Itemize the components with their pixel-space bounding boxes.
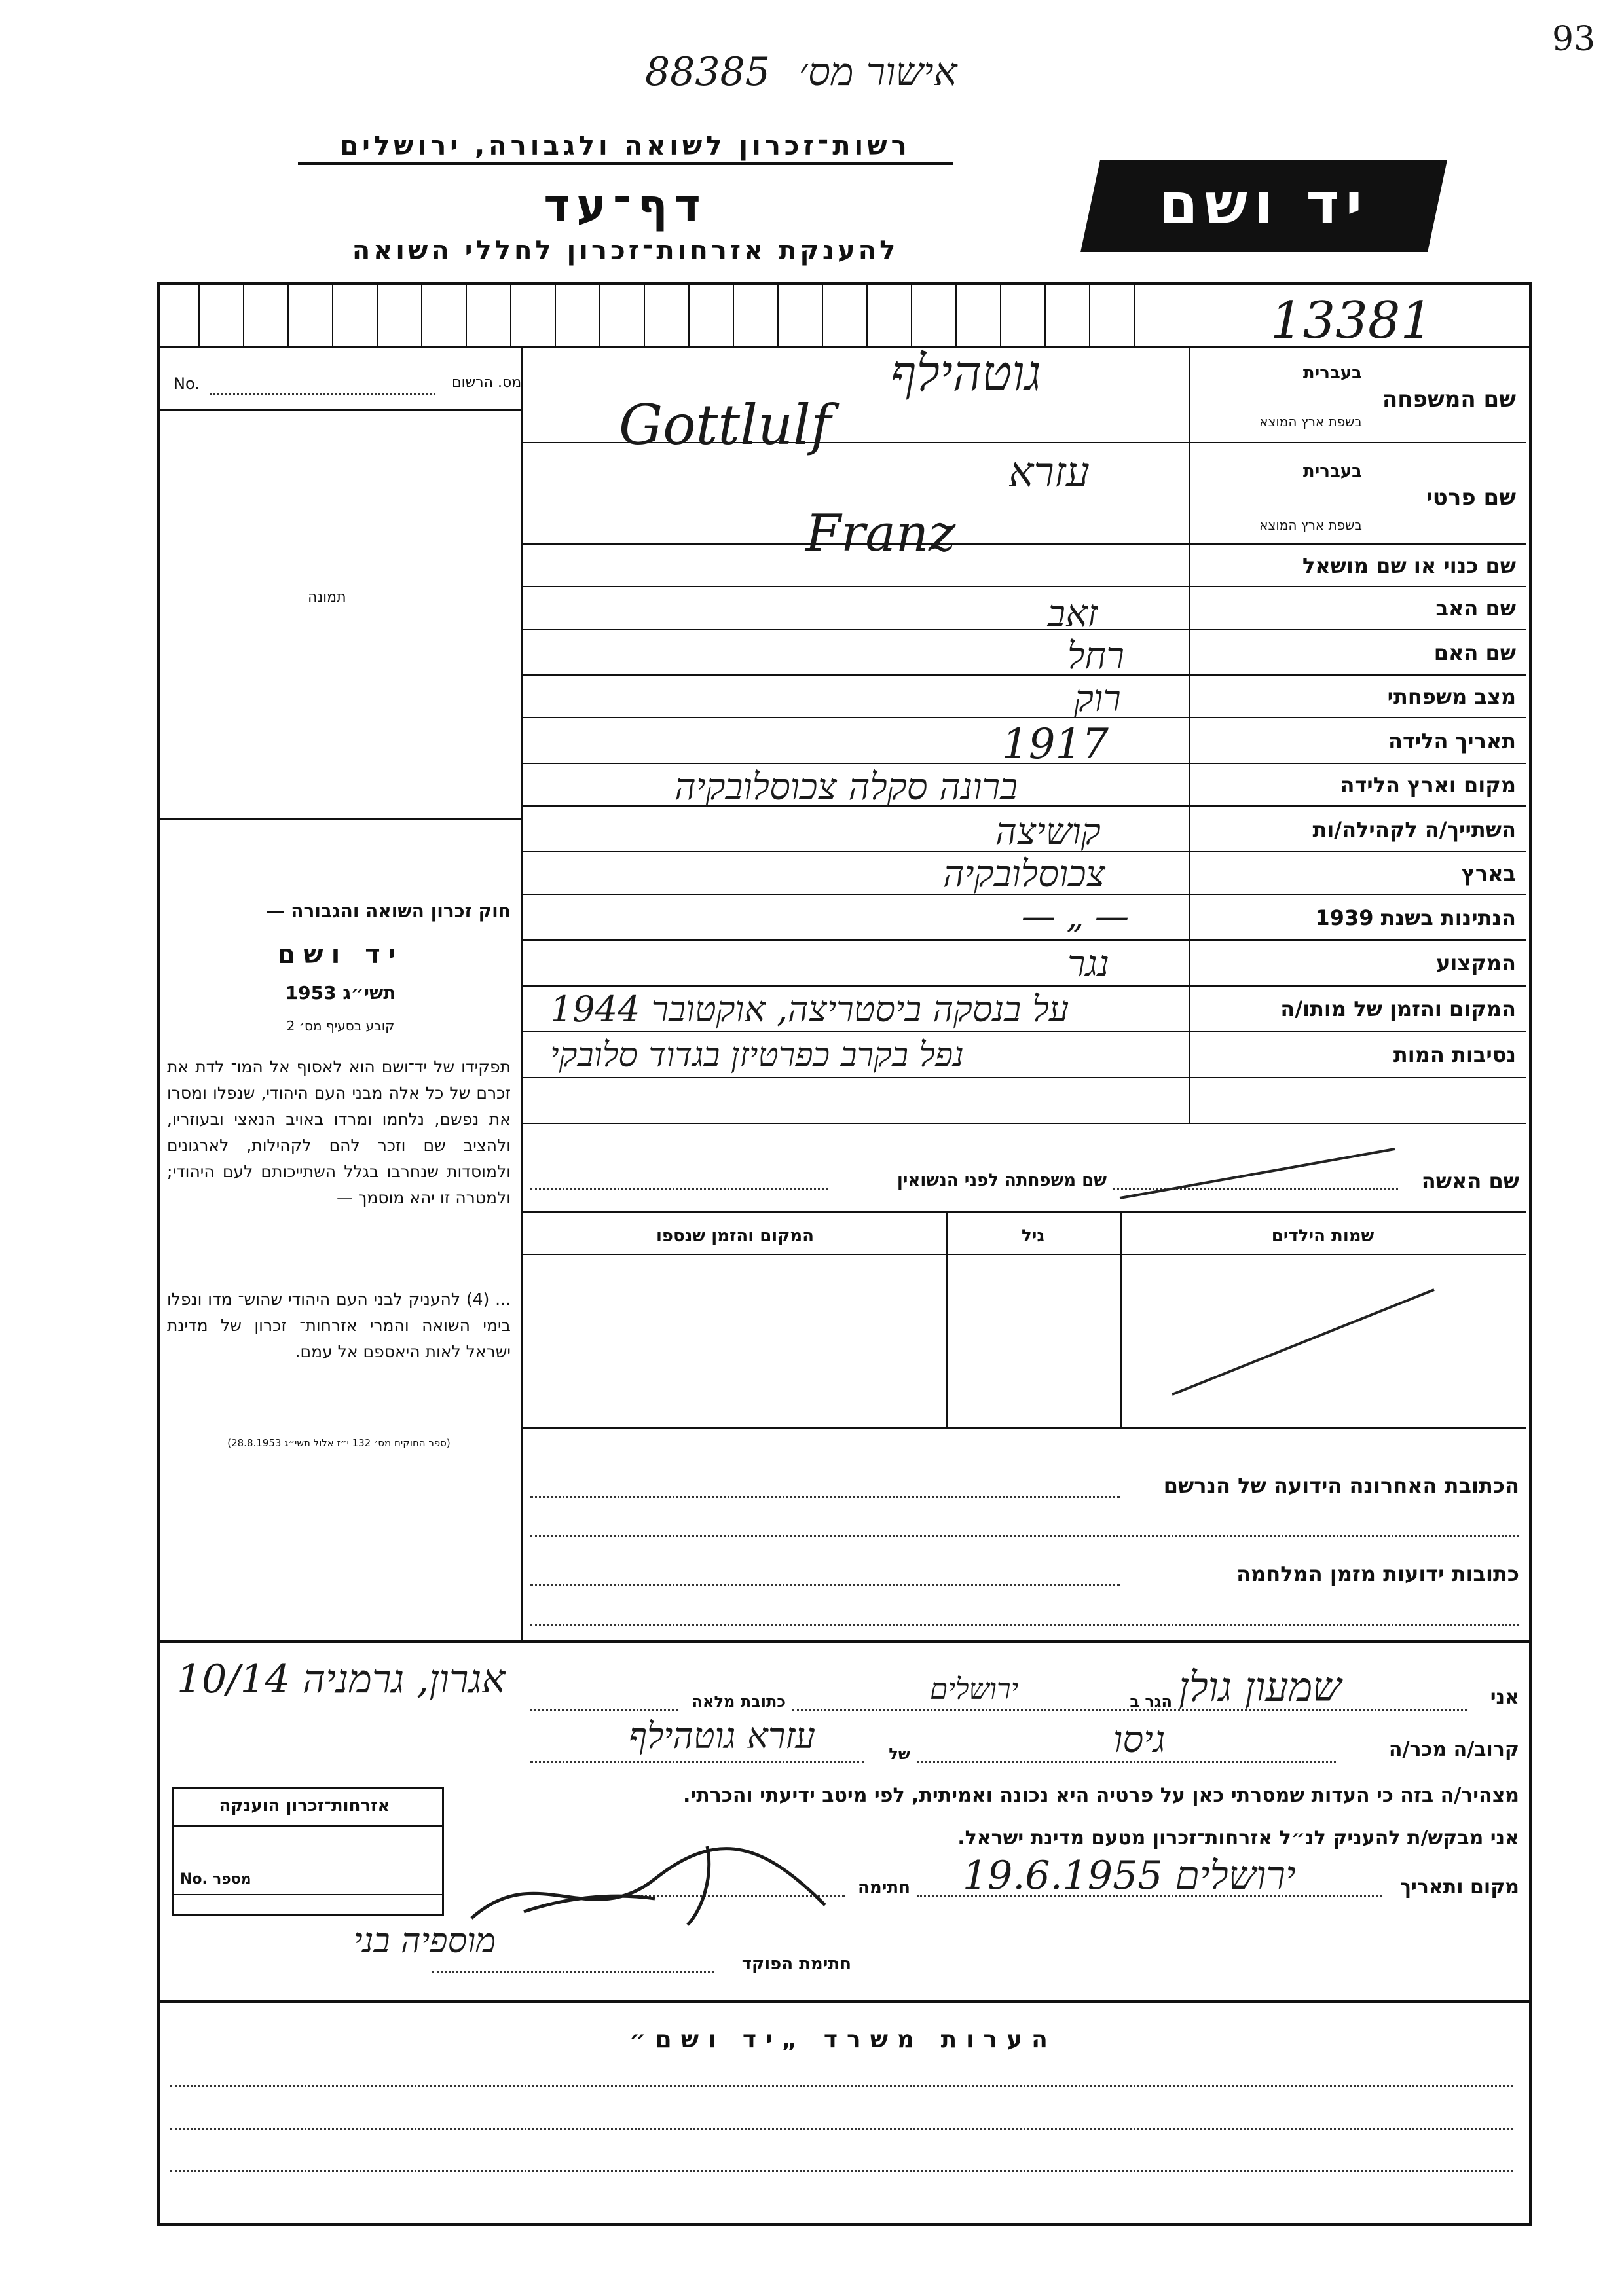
wife-strike-line bbox=[1113, 1139, 1401, 1205]
family-name-sub-origin: בשפת ארץ המוצא bbox=[1259, 414, 1362, 429]
signature-label: חתימה bbox=[858, 1878, 910, 1897]
occupation-value: נגר bbox=[1067, 943, 1110, 985]
country-label: בארץ bbox=[1461, 861, 1516, 886]
wife-maiden-label: שם משפחתה לפני הנשואין bbox=[896, 1171, 1107, 1190]
declarant-address-label: כתובת מלאה bbox=[692, 1692, 786, 1711]
children-strike-line bbox=[1166, 1283, 1441, 1401]
approval-number: 88385 bbox=[645, 49, 770, 95]
authority-title: רשות־זכרון לשואה ולגבורה, ירושלים bbox=[340, 131, 911, 161]
first-name-hebrew: עזרא bbox=[1008, 448, 1090, 497]
family-name-latin: Gottlulf bbox=[619, 393, 832, 457]
death-place-label: המקום והזמן של מותו/ה bbox=[1280, 996, 1516, 1021]
reg-no-latin: No. bbox=[174, 374, 200, 393]
citizenship-1939-label: הנתינות בשנת 1939 bbox=[1315, 905, 1516, 930]
father-name-label: שם האב bbox=[1435, 596, 1516, 621]
law-citation: (ספר החוקים מס׳ 132 י״ז אלול תשי״ג 28.8.1953) bbox=[227, 1437, 451, 1449]
birth-date-value: 1917 bbox=[1002, 720, 1109, 769]
approval-text: אישור מס׳ bbox=[799, 49, 957, 95]
law-name: יד ושם bbox=[277, 939, 404, 970]
mother-name-label: שם האם bbox=[1433, 640, 1516, 665]
wife-label: שם האשה bbox=[1421, 1169, 1519, 1194]
declarant-name: שמעון גולן bbox=[1179, 1663, 1342, 1711]
first-name-sub-hebrew: בעברית bbox=[1302, 462, 1362, 481]
citizenship-number-label: מספר bbox=[213, 1871, 251, 1887]
family-name-hebrew: גוטהילף bbox=[891, 344, 1041, 402]
request-text: אני מבקש/ת להעניק לנ״ל אזרחות־זכרון מטעם מדינת ישראל. bbox=[957, 1827, 1519, 1850]
law-title: חוק זכרון השואה והגבורה — bbox=[266, 900, 511, 922]
death-place-value: על בנסקה ביסטריצה, אוקטובר 1944 bbox=[550, 989, 1069, 1030]
last-address-label: הכתובת האחרונה הידועה של הנרשם bbox=[1163, 1473, 1519, 1498]
of-label: של bbox=[889, 1745, 910, 1763]
birth-place-value: ברונה סקלה צכוסלובקיה bbox=[674, 766, 1018, 809]
law-text-2: ... (4) להעניק לבני העם היהודי שהוש־ מדו ונפלו בימי השואה והמרי אזרחות־ זכרון של מדינת ישראל לאות היאספם אל עמם. bbox=[167, 1290, 511, 1361]
law-section: קובע בסעיף מס׳ 2 bbox=[286, 1018, 395, 1034]
officer-signature-value: מוספיה בני bbox=[354, 1922, 496, 1961]
family-name-label: שם המשפחה bbox=[1382, 386, 1516, 412]
citizenship-number-latin: No. bbox=[180, 1871, 208, 1887]
father-name-value: זאב bbox=[1048, 592, 1098, 635]
first-name-latin: Franz bbox=[805, 504, 956, 563]
children-names-header: שמות הילדים bbox=[1271, 1226, 1375, 1246]
photo-label: תמונה bbox=[308, 589, 346, 606]
death-circumstances-label: נסיבות המות bbox=[1393, 1042, 1516, 1067]
children-death-header: המקום והזמן שנספו bbox=[655, 1226, 815, 1246]
death-circumstances-value: נפל בקרב כפרטיזן בגדוד סלובקי bbox=[550, 1036, 965, 1075]
law-text-1: תפקידו של יד־ושם הוא לאסוף אל המו־ לדת את זכרם של כל אלה מבני העם היהודי, שנפלו ומסרו את נפשם, נלחמו ומרדו באויב הנאצי ובעוזריו, ולהציב שם וזכר להם לקהילות, לארגונים ולמוסדות שנחרבו בגלל השתייכותם לעם היהודי; ולמטרה זו יהא מוסמך — bbox=[167, 1057, 511, 1207]
form-title: דף־עד bbox=[544, 180, 707, 232]
place-date-value: ירושלים 19.6.1955 bbox=[963, 1853, 1296, 1899]
of-name: עזרא גוטהילף bbox=[629, 1715, 816, 1757]
occupation-label: המקצוע bbox=[1436, 951, 1516, 975]
relative-label: קרוב/ה מכר/ה bbox=[1388, 1738, 1519, 1761]
declarant-resides-label: הגר ב bbox=[1130, 1692, 1172, 1711]
first-name-sub-origin: בשפת ארץ המוצא bbox=[1259, 517, 1362, 533]
first-name-label: שם פרטי bbox=[1426, 484, 1516, 511]
law-year: תשי״ג 1953 bbox=[285, 982, 396, 1004]
family-name-sub-hebrew: בעברית bbox=[1302, 363, 1362, 383]
country-value: צכוסלובקיה bbox=[943, 853, 1105, 896]
officer-signature-label: חתימת הפוקד bbox=[741, 1954, 851, 1974]
reg-no-label: מס. הרשום bbox=[452, 374, 522, 391]
birth-date-label: תאריך הלידה bbox=[1388, 729, 1516, 754]
declarant-address: אגרון, גרמניה 10/14 bbox=[177, 1656, 506, 1702]
citizenship-box bbox=[172, 1787, 444, 1916]
declarant-city: ירושלים bbox=[930, 1673, 1019, 1706]
citizenship-1939-value: — „ — bbox=[1022, 897, 1129, 936]
place-date-label: מקום ותאריך bbox=[1399, 1876, 1519, 1899]
war-address-label: כתובות ידועות מזמן המלחמה bbox=[1236, 1561, 1519, 1586]
form-subtitle: להענקת אזרחות־זכרון לחללי השואה bbox=[352, 236, 899, 266]
declarant-i-label: אני bbox=[1490, 1686, 1519, 1709]
citizenship-box-title: אזרחות־זכרון הוענקה bbox=[219, 1796, 390, 1815]
declarant-signature bbox=[458, 1833, 864, 1938]
alias-label: שם כנוי או שם מושאל bbox=[1302, 553, 1516, 578]
community-label: השתייך/ה לקהילה/ות bbox=[1312, 817, 1516, 842]
birth-place-label: מקום וארץ הלידה bbox=[1340, 773, 1516, 797]
marital-status-label: מצב משפחתי bbox=[1387, 684, 1516, 709]
marital-status-value: רוק bbox=[1074, 678, 1121, 720]
mother-name-value: רחל bbox=[1067, 635, 1124, 678]
children-age-header: גיל bbox=[1021, 1226, 1044, 1246]
declarant-relation: גיסו bbox=[1113, 1719, 1166, 1761]
community-value: קושיצה bbox=[995, 811, 1101, 853]
logo-text: יד ושם bbox=[1158, 172, 1369, 237]
record-number: 13381 bbox=[1270, 291, 1433, 350]
checkbox-strip bbox=[160, 285, 1149, 346]
office-notes-title: הערות משרד „יד ושם״ bbox=[629, 2026, 1057, 2053]
page-number: 93 bbox=[1552, 20, 1596, 59]
declaration-text: מצהיר/ה בזה כי העדות שמסרתי כאן על פרטיה היא נכונה ואמיתית, לפי מיטב ידיעתי והכרתי. bbox=[683, 1784, 1519, 1807]
